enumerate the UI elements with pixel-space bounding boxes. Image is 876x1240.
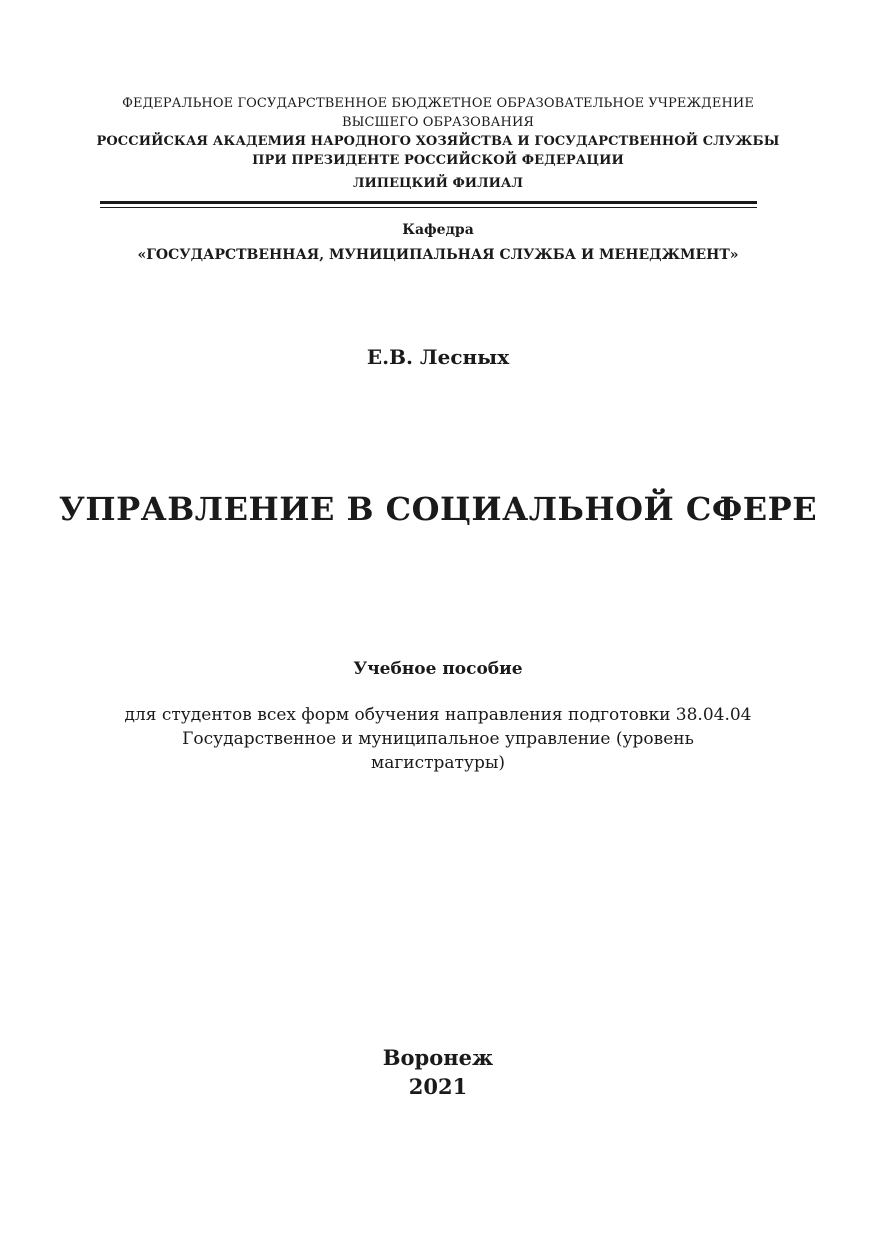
audience-description: для студентов всех форм обучения направления подготовки 38.04.04 Государственное и муниципальное управление (уровень магистратуры) (124, 705, 752, 773)
publication-city: Воронеж (382, 1045, 494, 1070)
author-name: Е.В. Лесных (366, 345, 510, 369)
academy-line-1: РОССИЙСКАЯ АКАДЕМИЯ НАРОДНОГО ХОЗЯЙСТВА И ГОСУДАРСТВЕННОЙ СЛУЖБЫ (96, 134, 780, 149)
document-title: УПРАВЛЕНИЕ В СОЦИАЛЬНОЙ СФЕРЕ (58, 490, 818, 528)
document-type: Учебное пособие (353, 659, 523, 679)
institution-line-2: ВЫСШЕГО ОБРАЗОВАНИЯ (341, 115, 535, 130)
branch-name: ЛИПЕЦКИЙ ФИЛИАЛ (353, 176, 523, 191)
department-label: Кафедра (402, 222, 474, 238)
institution-line-1: ФЕДЕРАЛЬНОЕ ГОСУДАРСТВЕННОЕ БЮДЖЕТНОЕ ОБРАЗОВАТЕЛЬНОЕ УЧРЕЖДЕНИЕ (122, 96, 754, 111)
publication-year: 2021 (408, 1074, 468, 1099)
header-divider-thick (100, 201, 757, 204)
header-divider-thin (100, 207, 757, 208)
academy-line-2: ПРИ ПРЕЗИДЕНТЕ РОССИЙСКОЙ ФЕДЕРАЦИИ (252, 153, 624, 168)
institution-header (0, 94, 876, 170)
department-name: «ГОСУДАРСТВЕННАЯ, МУНИЦИПАЛЬНАЯ СЛУЖБА И МЕНЕДЖМЕНТ» (137, 247, 739, 263)
